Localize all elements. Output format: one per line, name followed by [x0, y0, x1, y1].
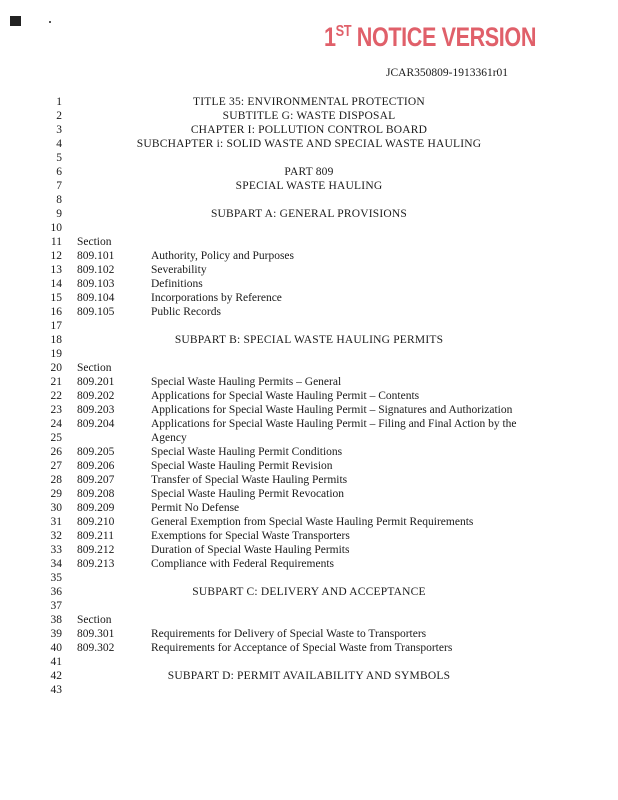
line-number: 18 — [50, 334, 62, 346]
line-number: 39 — [50, 628, 62, 640]
subchapter-heading: SUBCHAPTER i: SOLID WASTE AND SPECIAL WASTE HAULING — [136, 138, 482, 150]
section-number: 809.104 — [77, 292, 115, 304]
section-row — [0, 487, 618, 501]
line-number: 26 — [50, 446, 62, 458]
section-row — [0, 403, 618, 417]
section-row-continuation — [0, 431, 618, 445]
section-number: 809.204 — [77, 418, 115, 430]
section-title: Permit No Defense — [151, 502, 240, 514]
subpart-d-heading: SUBPART D: PERMIT AVAILABILITY AND SYMBOLS — [167, 670, 451, 682]
line-number: 24 — [50, 418, 62, 430]
line-number: 3 — [56, 124, 62, 136]
blank-row — [0, 221, 618, 235]
section-label-row — [0, 613, 618, 627]
document-body — [0, 95, 618, 697]
section-row — [0, 263, 618, 277]
section-number: 809.102 — [77, 264, 115, 276]
section-number: 809.301 — [77, 628, 115, 640]
line-number: 19 — [50, 348, 62, 360]
line-number: 32 — [50, 530, 62, 542]
part-heading: PART 809 — [284, 166, 334, 178]
scan-mark — [10, 16, 21, 26]
blank-row — [0, 319, 618, 333]
section-title: Incorporations by Reference — [151, 292, 282, 304]
line-number: 27 — [50, 460, 62, 472]
line-number: 7 — [56, 180, 62, 192]
line-number: 15 — [50, 292, 62, 304]
section-row — [0, 473, 618, 487]
line-number: 34 — [50, 558, 62, 570]
section-number: 809.210 — [77, 516, 115, 528]
subpart-c-sections — [0, 627, 618, 655]
notice-version-stamp: 1ST NOTICE VERSION — [324, 22, 537, 52]
line-number: 13 — [50, 264, 62, 276]
section-title-continuation: Agency — [151, 432, 187, 444]
line-number: 20 — [50, 362, 62, 374]
section-number: 809.206 — [77, 460, 115, 472]
line-number: 40 — [50, 642, 62, 654]
section-row — [0, 305, 618, 319]
line-number: 21 — [50, 376, 62, 388]
section-title: Applications for Special Waste Hauling Permit – Contents — [151, 390, 420, 402]
section-row — [0, 291, 618, 305]
heading-row — [0, 165, 618, 179]
section-title: Compliance with Federal Requirements — [151, 558, 334, 570]
line-number: 37 — [50, 600, 62, 612]
subpart-b-sections — [0, 375, 618, 571]
blank-row — [0, 571, 618, 585]
section-number: 809.212 — [77, 544, 115, 556]
line-number: 22 — [50, 390, 62, 402]
heading-row — [0, 333, 618, 347]
line-number: 25 — [50, 432, 62, 444]
heading-row — [0, 123, 618, 137]
blank-row — [0, 193, 618, 207]
section-title: Applications for Special Waste Hauling Permit – Filing and Final Action by the — [151, 418, 517, 430]
line-number: 9 — [56, 208, 62, 220]
section-row — [0, 249, 618, 263]
section-row — [0, 375, 618, 389]
section-row — [0, 641, 618, 655]
section-row — [0, 459, 618, 473]
line-number: 10 — [50, 222, 62, 234]
line-number: 1 — [56, 96, 62, 108]
line-number: 41 — [50, 656, 62, 668]
heading-row — [0, 137, 618, 151]
section-number: 809.202 — [77, 390, 115, 402]
section-number: 809.205 — [77, 446, 115, 458]
heading-row — [0, 95, 618, 109]
section-title: Requirements for Acceptance of Special Waste from Transporters — [151, 642, 453, 654]
line-number: 29 — [50, 488, 62, 500]
blank-row — [0, 683, 618, 697]
section-label-row — [0, 235, 618, 249]
section-title: Duration of Special Waste Hauling Permits — [151, 544, 350, 556]
section-row — [0, 389, 618, 403]
subpart-a-heading: SUBPART A: GENERAL PROVISIONS — [210, 208, 408, 220]
chapter-heading: CHAPTER I: POLLUTION CONTROL BOARD — [190, 124, 428, 136]
section-title: Exemptions for Special Waste Transporters — [151, 530, 350, 542]
heading-row — [0, 207, 618, 221]
section-title: Definitions — [151, 278, 203, 290]
section-number: 809.209 — [77, 502, 115, 514]
section-title: Special Waste Hauling Permit Revision — [151, 460, 333, 472]
section-number: 809.207 — [77, 474, 115, 486]
section-label: Section — [77, 236, 112, 248]
line-number: 6 — [56, 166, 62, 178]
section-number: 809.103 — [77, 278, 115, 290]
blank-row — [0, 151, 618, 165]
line-number: 4 — [56, 138, 62, 150]
line-number: 14 — [50, 278, 62, 290]
line-number: 35 — [50, 572, 62, 584]
line-number: 11 — [50, 236, 62, 248]
line-number: 16 — [50, 306, 62, 318]
line-number: 43 — [50, 684, 62, 696]
subpart-b-heading: SUBPART B: SPECIAL WASTE HAULING PERMITS — [174, 334, 444, 346]
section-title: Transfer of Special Waste Hauling Permits — [151, 474, 348, 486]
section-title: General Exemption from Special Waste Hauling Permit Requirements — [151, 516, 474, 528]
section-title: Severability — [151, 264, 207, 276]
heading-row — [0, 585, 618, 599]
line-number: 8 — [56, 194, 62, 206]
line-number: 31 — [50, 516, 62, 528]
section-row — [0, 515, 618, 529]
title-heading: TITLE 35: ENVIRONMENTAL PROTECTION — [193, 96, 425, 108]
section-row — [0, 277, 618, 291]
section-row — [0, 627, 618, 641]
part-title-heading: SPECIAL WASTE HAULING — [235, 180, 383, 192]
section-number: 809.101 — [77, 250, 115, 262]
section-title: Special Waste Hauling Permit Conditions — [151, 446, 343, 458]
section-number: 809.211 — [77, 530, 114, 542]
section-row — [0, 501, 618, 515]
section-label: Section — [77, 614, 112, 626]
section-title: Special Waste Hauling Permit Revocation — [151, 488, 345, 500]
blank-row — [0, 347, 618, 361]
document-id: JCAR350809-1913361r01 — [386, 67, 509, 79]
subtitle-heading: SUBTITLE G: WASTE DISPOSAL — [222, 110, 396, 122]
section-number: 809.302 — [77, 642, 115, 654]
section-row — [0, 543, 618, 557]
section-title: Public Records — [151, 306, 221, 318]
section-label: Section — [77, 362, 112, 374]
section-title: Requirements for Delivery of Special Waste to Transporters — [151, 628, 427, 640]
section-title: Special Waste Hauling Permits – General — [151, 376, 342, 388]
section-number: 809.201 — [77, 376, 115, 388]
line-number: 2 — [56, 110, 62, 122]
line-number: 30 — [50, 502, 62, 514]
section-number: 809.203 — [77, 404, 115, 416]
blank-row — [0, 655, 618, 669]
section-number: 809.213 — [77, 558, 115, 570]
line-number: 12 — [50, 250, 62, 262]
section-number: 809.105 — [77, 306, 115, 318]
section-label-row — [0, 361, 618, 375]
line-number: 42 — [50, 670, 62, 682]
line-number: 23 — [50, 404, 62, 416]
section-row — [0, 445, 618, 459]
line-number: 28 — [50, 474, 62, 486]
scan-dot — [49, 21, 51, 23]
section-title: Authority, Policy and Purposes — [151, 250, 294, 262]
heading-row — [0, 109, 618, 123]
heading-row — [0, 179, 618, 193]
section-row — [0, 557, 618, 571]
line-number: 38 — [50, 614, 62, 626]
line-number: 36 — [50, 586, 62, 598]
section-title: Applications for Special Waste Hauling Permit – Signatures and Authorization — [151, 404, 513, 416]
subpart-a-sections — [0, 249, 618, 319]
line-number: 17 — [50, 320, 62, 332]
subpart-c-heading: SUBPART C: DELIVERY AND ACCEPTANCE — [192, 586, 426, 598]
heading-row — [0, 669, 618, 683]
blank-row — [0, 599, 618, 613]
line-number: 33 — [50, 544, 62, 556]
section-number: 809.208 — [77, 488, 115, 500]
section-row — [0, 417, 618, 431]
line-number: 5 — [56, 152, 62, 164]
section-row — [0, 529, 618, 543]
